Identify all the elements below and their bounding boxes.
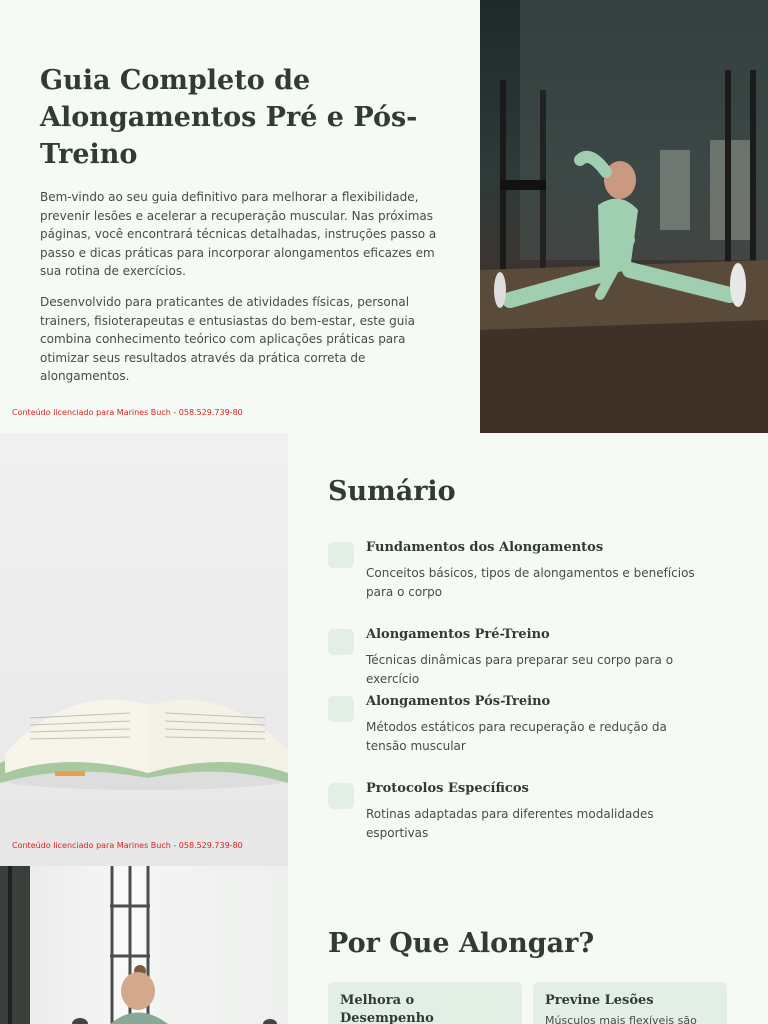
toc-item-description: Técnicas dinâmicas para preparar seu corpo para o exercício bbox=[366, 653, 674, 686]
benefit-card-title: Previne Lesões bbox=[545, 993, 654, 1008]
toc-item-heading: Fundamentos dos Alongamentos bbox=[366, 540, 604, 555]
toc-item-heading: Alongamentos Pós-Treino bbox=[366, 694, 551, 709]
toc-item-description: Conceitos básicos, tipos de alongamentos e benefícios para o corpo bbox=[366, 566, 695, 599]
why-title: Por Que Alongar? bbox=[328, 928, 595, 959]
toc-bullet-icon bbox=[328, 542, 354, 568]
page-title: Guia Completo de Alongamentos Pré e Pós-Treino bbox=[40, 65, 418, 170]
license-notice: Conteúdo licenciado para Marines Buch - 058.529.739-80 bbox=[12, 841, 243, 850]
toc-bullet-icon bbox=[328, 696, 354, 722]
benefit-card bbox=[328, 982, 522, 1024]
intro-text bbox=[40, 62, 440, 173]
toc-title: Sumário bbox=[328, 476, 456, 507]
gym-illustration bbox=[480, 0, 768, 433]
class-illustration bbox=[0, 866, 288, 1024]
toc-bullet-icon bbox=[328, 783, 354, 809]
stretching-woman-gym-photo bbox=[480, 0, 768, 433]
benefit-card-title: Melhora o Desempenho bbox=[340, 993, 434, 1024]
toc-item-description: Rotinas adaptadas para diferentes modalidades esportivas bbox=[366, 807, 654, 840]
toc-item-description: Métodos estáticos para recuperação e redução da tensão muscular bbox=[366, 720, 667, 753]
toc-item-heading: Protocolos Específicos bbox=[366, 781, 529, 796]
toc-bullet-icon bbox=[328, 629, 354, 655]
why-section bbox=[0, 866, 768, 1024]
license-notice: Conteúdo licenciado para Marines Buch - 058.529.739-80 bbox=[12, 408, 243, 417]
open-book-photo bbox=[0, 433, 288, 866]
intro-paragraph-1: Bem-vindo ao seu guia definitivo para melhorar a flexibilidade, prevenir lesões e acelerar a recuperação muscular. Nas próximas páginas, você encontrará técnicas detalhadas, instruções passo a passo e dicas práticas para incorporar alongamentos eficazes em sua rotina de exercícios. bbox=[40, 190, 437, 278]
toc-section bbox=[0, 433, 768, 866]
intro-section bbox=[0, 0, 768, 433]
benefit-card-description: Músculos mais flexíveis são bbox=[545, 1014, 697, 1024]
benefit-card bbox=[533, 982, 727, 1024]
stretching-class-photo bbox=[0, 866, 288, 1024]
intro-paragraph-2: Desenvolvido para praticantes de atividades físicas, personal trainers, fisioterapeutas e entusiastas do bem-estar, este guia combina conhecimento teórico com aplicações práticas para otimizar seus resultados através da prática correta de alongamentos. bbox=[40, 295, 416, 383]
toc-item-heading: Alongamentos Pré-Treino bbox=[366, 627, 550, 642]
open-book-illustration bbox=[0, 433, 288, 866]
